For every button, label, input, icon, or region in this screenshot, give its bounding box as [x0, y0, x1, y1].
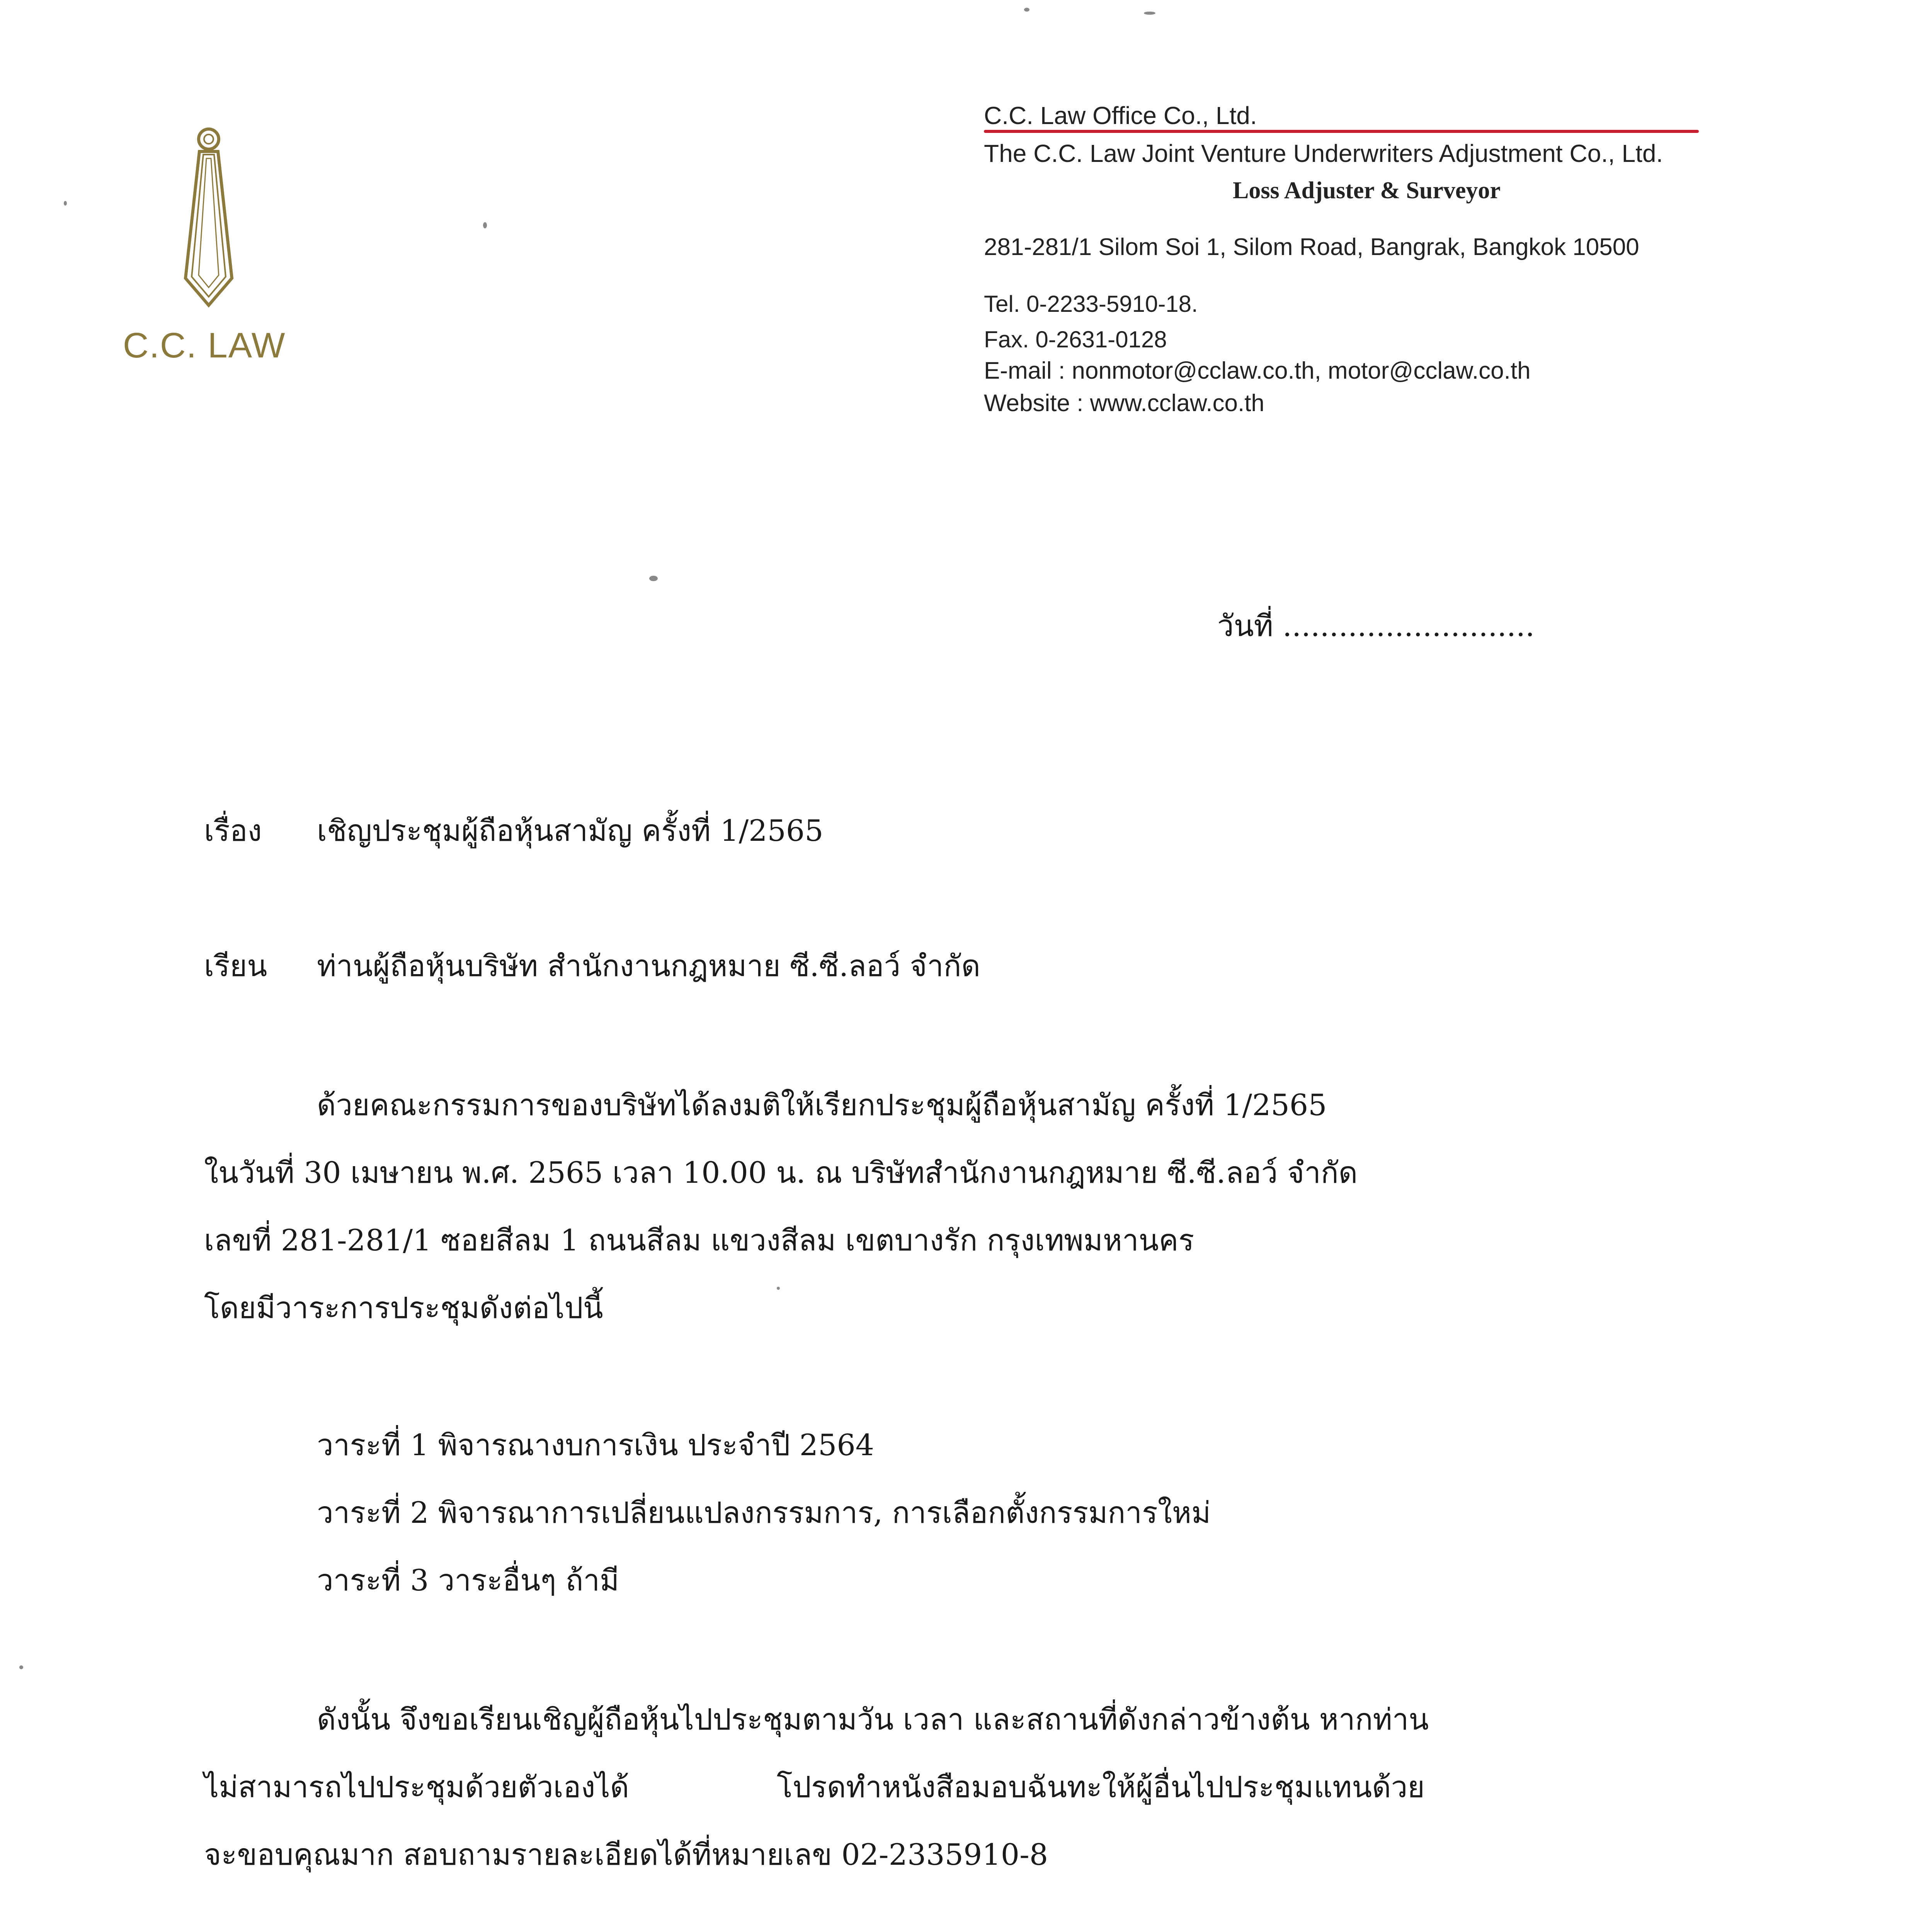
- salutation-label: เรียน: [204, 949, 267, 983]
- salutation-text: ท่านผู้ถือหุ้นบริษัท สำนักงานกฎหมาย ซี.ซี.ลอว์ จำกัด: [317, 949, 980, 983]
- paragraph-line: โปรดทำหนังสือมอบฉันทะให้ผู้อื่นไปประชุมแทนด้วย: [777, 1770, 1425, 1804]
- letterhead-tel: Tel. 0-2233-5910-18.: [984, 291, 1198, 317]
- paragraph-line: ในวันที่ 30 เมษายน พ.ศ. 2565 เวลา 10.00 น. ณ บริษัทสำนักงานกฎหมาย ซี.ซี.ลอว์ จำกัด: [204, 1155, 1358, 1190]
- subject-label: เรื่อง: [204, 813, 262, 848]
- letterhead-address: 281-281/1 Silom Soi 1, Silom Road, Bangrak, Bangkok 10500: [984, 234, 1639, 260]
- scan-speck: [64, 201, 67, 206]
- paragraph-line: ด้วยคณะกรรมการของบริษัทได้ลงมติให้เรียกประชุมผู้ถือหุ้นสามัญ ครั้งที่ 1/2565: [317, 1088, 1327, 1122]
- agenda-item: วาระที่ 1 พิจารณางบการเงิน ประจำปี 2564: [317, 1428, 875, 1462]
- paragraph-line: จะขอบคุณมาก สอบถามรายละเอียดได้ที่หมายเลข 02-2335910-8: [204, 1837, 1048, 1872]
- letterhead-divider: [984, 130, 1699, 133]
- paragraph-line: โดยมีวาระการประชุมดังต่อไปนี้: [204, 1291, 603, 1325]
- scan-speck: [483, 222, 487, 228]
- paragraph-line: ไม่สามารถไปประชุมด้วยตัวเองได้: [204, 1770, 629, 1804]
- paragraph-line: ดังนั้น จึงขอเรียนเชิญผู้ถือหุ้นไปประชุมตามวัน เวลา และสถานที่ดังกล่าวข้างต้น หากท่าน: [317, 1702, 1429, 1736]
- letterhead-joint-venture: The C.C. Law Joint Venture Underwriters Adjustment Co., Ltd.: [984, 139, 1663, 167]
- scan-speck: [649, 576, 658, 581]
- paragraph-line: เลขที่ 281-281/1 ซอยสีลม 1 ถนนสีลม แขวงสีลม เขตบางรัก กรุงเทพมหานคร: [204, 1223, 1195, 1257]
- letterhead-fax: Fax. 0-2631-0128: [984, 327, 1167, 352]
- letterhead-website: Website : www.cclaw.co.th: [984, 390, 1264, 417]
- logo-text: C.C. LAW: [123, 326, 286, 365]
- scan-speck: [777, 1287, 780, 1290]
- scan-speck: [19, 1665, 23, 1669]
- agenda-item: วาระที่ 2 พิจารณาการเปลี่ยนแปลงกรรมการ, การเลือกตั้งกรรมการใหม่: [317, 1495, 1211, 1530]
- letterhead-company-name: C.C. Law Office Co., Ltd.: [984, 102, 1257, 129]
- date-line: วันที่ ...........................: [1217, 609, 1535, 643]
- subject-text: เชิญประชุมผู้ถือหุ้นสามัญ ครั้งที่ 1/2565: [317, 813, 824, 848]
- scan-speck: [1144, 12, 1155, 15]
- scan-speck: [1024, 8, 1029, 12]
- tie-emblem-icon: [170, 124, 247, 317]
- letterhead-loss-adjuster: Loss Adjuster & Surveyor: [1233, 177, 1501, 204]
- agenda-item: วาระที่ 3 วาระอื่นๆ ถ้ามี: [317, 1563, 619, 1597]
- letterhead-email: E-mail : nonmotor@cclaw.co.th, motor@cclaw.co.th: [984, 357, 1531, 384]
